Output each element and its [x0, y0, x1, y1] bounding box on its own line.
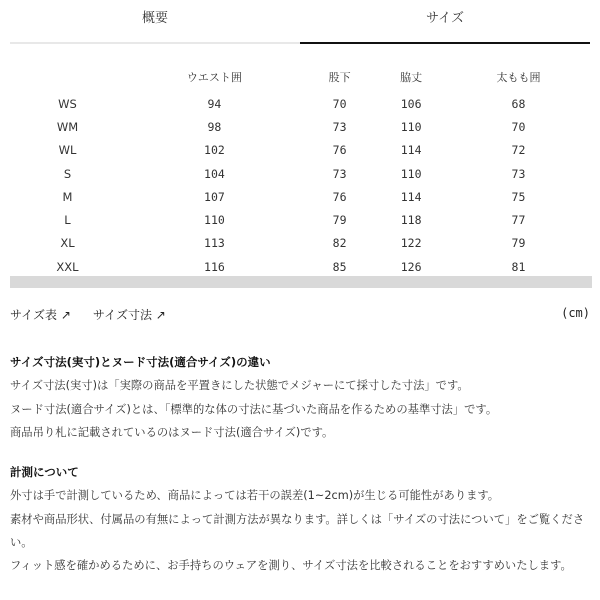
- table-cell: 102: [204, 143, 225, 158]
- table-cell: 107: [204, 189, 225, 204]
- size-label: WL: [58, 143, 77, 158]
- note-text: サイズ寸法(実寸)は「実際の商品を平置きにした状態でメジャーにて採寸した寸法」です。: [10, 379, 469, 393]
- table-row: [10, 232, 590, 255]
- table-cell: 116: [204, 259, 225, 274]
- unit-label: (cm): [561, 306, 590, 320]
- table-row: [10, 162, 590, 185]
- header-thigh: 太もも囲: [496, 71, 541, 84]
- table-cell: 73: [511, 166, 526, 181]
- table-cell: 82: [332, 236, 347, 251]
- table-cell: 106: [400, 96, 422, 111]
- table-cell: 72: [511, 143, 526, 158]
- table-cell: 73: [332, 166, 347, 181]
- table-row: [10, 208, 590, 231]
- table-row: [10, 92, 590, 115]
- table-cell: 73: [332, 119, 347, 134]
- header-inseam: 股下: [328, 71, 351, 84]
- table-cell: 98: [207, 119, 222, 134]
- table-cell: 79: [511, 236, 526, 251]
- tab-size[interactable]: サイズ: [300, 0, 590, 44]
- size-label: WM: [56, 119, 79, 134]
- table-cell: 85: [332, 259, 347, 274]
- size-chart-link[interactable]: サイズ表 ↗: [10, 308, 71, 322]
- table-cell: 70: [332, 96, 347, 111]
- table-cell: 118: [400, 213, 422, 228]
- size-label: L: [64, 213, 71, 228]
- size-table: [10, 62, 590, 278]
- table-cell: 113: [204, 236, 225, 251]
- size-label: WS: [58, 96, 77, 111]
- table-cell: 114: [400, 143, 422, 158]
- table-cell: 75: [511, 189, 526, 204]
- table-cell: 122: [400, 236, 422, 251]
- table-row: [10, 255, 590, 278]
- size-dimensions-link[interactable]: サイズ寸法 ↗: [92, 308, 166, 322]
- size-label: S: [63, 166, 72, 181]
- horizontal-scrollbar[interactable]: [10, 276, 592, 288]
- note-text: 外寸は手で計測しているため、商品によっては若干の誤差(1~2cm)が生じる可能性があります。: [10, 489, 500, 503]
- header-blank: [10, 62, 125, 92]
- note-text: ヌード寸法(適合サイズ)とは、「標準的な体の寸法に基づいた商品を作るための基準寸法」です。: [10, 402, 498, 416]
- tab-bar: [10, 0, 590, 44]
- links: [10, 306, 166, 323]
- size-label: XL: [60, 236, 75, 251]
- table-cell: 70: [511, 119, 526, 134]
- table-row: [10, 185, 590, 208]
- table-cell: 110: [204, 213, 225, 228]
- notes: [10, 351, 595, 578]
- note-text: 素材や商品形状、付属品の有無によって計測方法が異なります。詳しくは「サイズの寸法について」をご覧ください。: [10, 512, 585, 550]
- table-cell: 81: [511, 259, 526, 274]
- notes-heading-measurement: 計測について: [10, 465, 79, 480]
- table-cell: 94: [207, 96, 222, 111]
- note-text: フィット感を確かめるために、お手持ちのウェアを測り、サイズ寸法を比較されることをおすすめいたします。: [10, 559, 572, 573]
- size-label: M: [62, 189, 73, 204]
- notes-heading-difference: サイズ寸法(実寸)とヌード寸法(適合サイズ)の違い: [10, 355, 271, 369]
- table-cell: 110: [400, 119, 422, 134]
- table-cell: 110: [400, 166, 422, 181]
- table-cell: 76: [332, 143, 347, 158]
- note-text: 商品吊り札に記載されているのはヌード寸法(適合サイズ)です。: [10, 425, 334, 439]
- table-cell: 77: [511, 213, 526, 228]
- header-waist: ウエスト囲: [186, 71, 242, 84]
- table-cell: 79: [332, 213, 347, 228]
- table-cell: 126: [400, 259, 422, 274]
- table-cell: 114: [400, 189, 422, 204]
- size-label: XXL: [56, 259, 79, 274]
- tab-overview[interactable]: 概要: [10, 0, 300, 44]
- table-row: [10, 139, 590, 162]
- header-side-length: 脇丈: [400, 71, 423, 84]
- table-cell: 104: [204, 166, 225, 181]
- table-header-row: [10, 62, 590, 92]
- table-cell: 76: [332, 189, 347, 204]
- table-row: [10, 115, 590, 138]
- table-cell: 68: [511, 96, 526, 111]
